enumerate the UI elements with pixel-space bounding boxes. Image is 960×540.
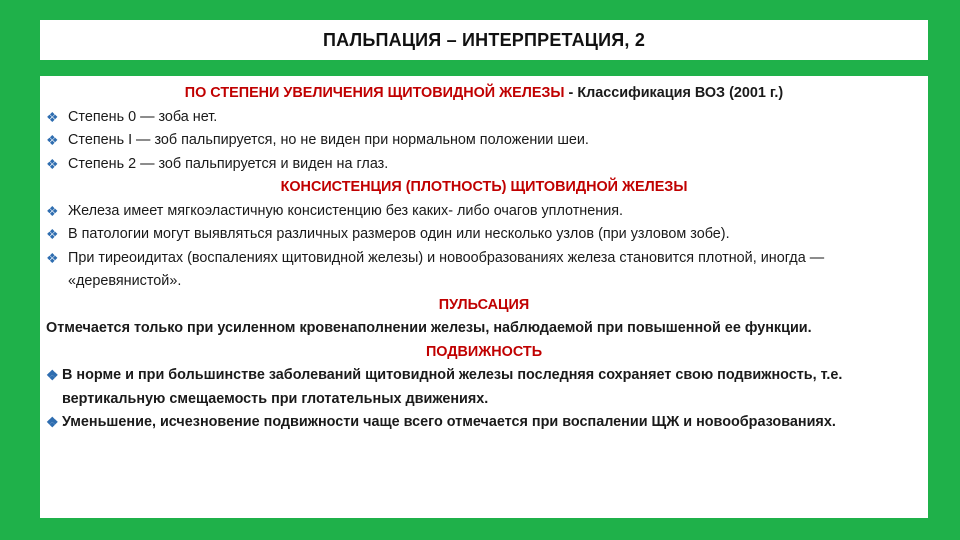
list-item [46, 411, 922, 435]
diamond-bullet-icon: ❖ [46, 226, 59, 242]
section-mobility-heading: ПОДВИЖНОСТЬ [425, 343, 543, 360]
list-item [46, 364, 922, 411]
diamond-bullet-icon: ❖ [46, 367, 59, 383]
grade-item-2: Степень 2 — зоб пальпируется и виден на глаз. [68, 155, 389, 172]
consistency-item-2: При тиреоидитах (воспалениях щитовидной железы) и новообразованиях железа становится плотной, иногда — «деревянистой». [68, 249, 825, 289]
section-consistency-heading: КОНСИСТЕНЦИЯ (ПЛОТНОСТЬ) ЩИТОВИДНОЙ ЖЕЛЕЗЫ [280, 179, 688, 195]
grade-heading-red: ПО СТЕПЕНИ УВЕЛИЧЕНИЯ ЩИТОВИДНОЙ ЖЕЛЕЗЫ [184, 85, 565, 101]
list-item [46, 247, 922, 294]
diamond-bullet-icon: ❖ [46, 155, 59, 172]
list-item [46, 106, 922, 130]
grade-item-0: Степень 0 — зоба нет. [68, 108, 218, 125]
slide-title: ПАЛЬПАЦИЯ – ИНТЕРПРЕТАЦИЯ, 2 [322, 29, 646, 50]
diamond-bullet-icon: ❖ [46, 108, 59, 125]
list-item [46, 129, 922, 153]
diamond-bullet-icon: ❖ [46, 132, 59, 148]
pulsation-text: Отмечается только при усиленном кровенаполнении железы, наблюдаемой при повышенной ее функции. [46, 320, 812, 336]
grade-item-1: Степень I — зоб пальпируется, но не виден при нормальном положении шеи. [68, 132, 589, 148]
mobility-item-0: В норме и при большинстве заболеваний щитовидной железы последняя сохраняет свою подвижность, т.е. вертикальную смещаемость при глотательных движениях. [62, 367, 843, 407]
section-pulsation-heading: ПУЛЬСАЦИЯ [438, 296, 530, 313]
mobility-item-1: Уменьшение, исчезновение подвижности чаще всего отмечается при воспалении ЩЖ и новообразованиях. [62, 414, 836, 430]
grade-heading-classification: - Классификация ВОЗ (2001 г.) [564, 85, 784, 101]
title-bar [40, 20, 928, 60]
diamond-bullet-icon: ❖ [46, 249, 59, 266]
diamond-bullet-icon: ❖ [46, 202, 59, 219]
list-item [46, 223, 922, 247]
list-item [46, 200, 922, 224]
list-item [46, 153, 922, 177]
consistency-item-0: Железа имеет мягкоэластичную консистенцию без каких- либо очагов уплотнения. [68, 202, 624, 219]
consistency-item-1: В патологии могут выявляться различных размеров один или несколько узлов (при узловом зобе). [68, 226, 730, 242]
diamond-bullet-icon: ❖ [46, 414, 59, 430]
content-panel [40, 76, 928, 518]
section-grade-heading [46, 82, 922, 106]
